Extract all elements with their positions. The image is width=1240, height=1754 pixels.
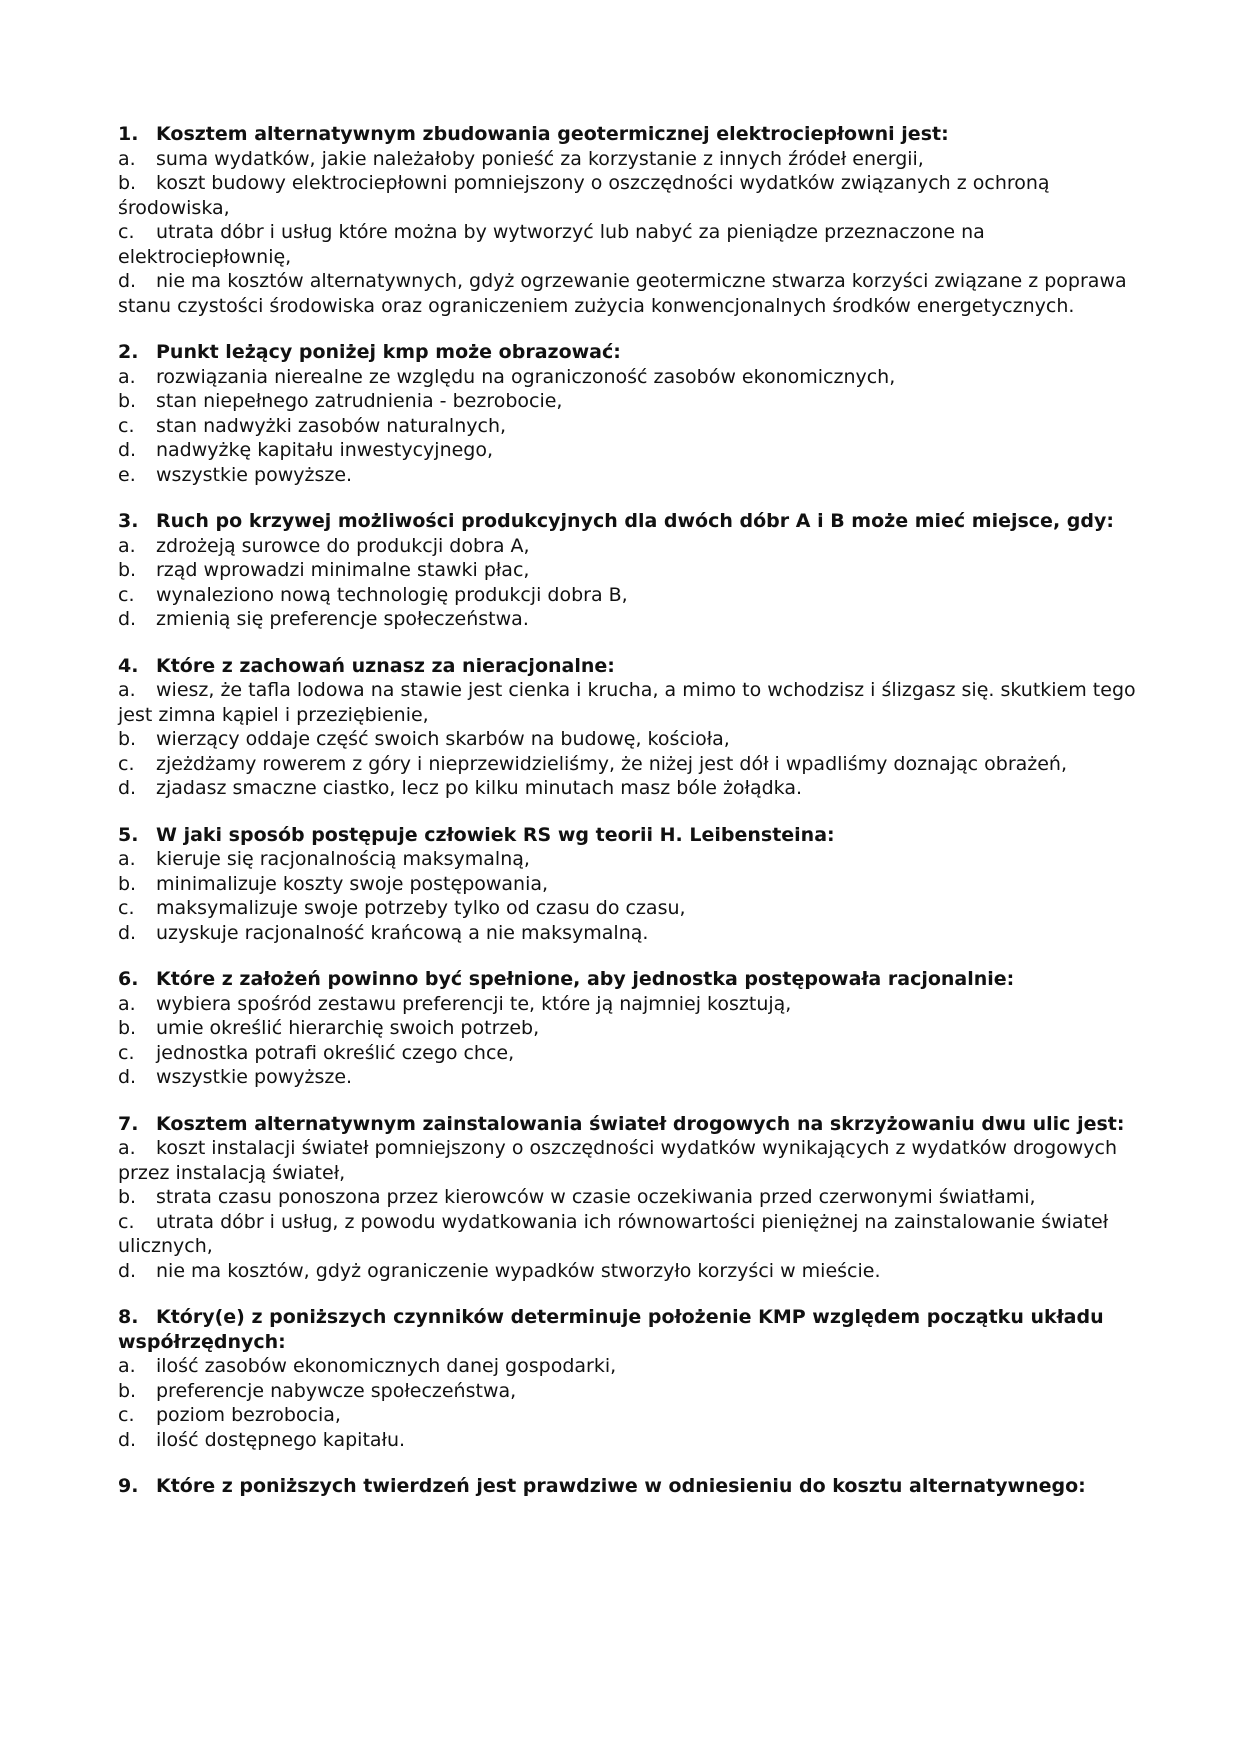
answer-text: maksymalizuje swoje potrzeby tylko od czasu do czasu,	[156, 897, 686, 919]
answer-letter: d.	[118, 1066, 137, 1088]
answer-letter: b.	[118, 872, 137, 895]
answer-text: nie ma kosztów, gdyż ograniczenie wypadków stworzyło korzyści w mieście.	[156, 1259, 881, 1282]
answer-text: rozwiązania nierealne ze względu na ograniczoność zasobów ekonomicznych,	[156, 365, 896, 388]
answer-letter: b.	[118, 1379, 137, 1402]
question-title	[118, 1112, 1140, 1137]
answer-letter: d.	[118, 439, 137, 461]
answer-option	[118, 1210, 1140, 1259]
answer-letter: a.	[118, 1355, 136, 1377]
answer-option	[118, 558, 1140, 583]
answer-letter: c.	[118, 1210, 135, 1233]
answer-text: wybiera spośród zestawu preferencji te, które ją najmniej kosztują,	[156, 992, 792, 1015]
answer-letter: a.	[118, 848, 136, 870]
answer-letter: d.	[118, 1428, 137, 1451]
answer-text: uzyskuje racjonalność krańcową a nie maksymalną.	[156, 921, 649, 944]
question-title	[118, 967, 1140, 992]
answer-option	[118, 147, 1140, 172]
answer-text: zjeżdżamy rowerem z góry i nieprzewidzieliśmy, że niżej jest dół i wpadliśmy doznając obrażeń,	[156, 752, 1068, 775]
answer-letter: a.	[118, 147, 136, 170]
answer-letter: d.	[118, 1259, 137, 1282]
answer-letter: b.	[118, 1186, 137, 1208]
answer-letter: a.	[118, 679, 136, 701]
question-title	[118, 654, 1140, 679]
answer-letter: d.	[118, 270, 137, 292]
answer-text: zmienią się preferencje społeczeństwa.	[156, 608, 529, 630]
question-4	[118, 654, 1140, 801]
answer-option	[118, 752, 1140, 777]
answer-text: preferencje nabywcze społeczeństwa,	[156, 1379, 517, 1402]
answer-option	[118, 1379, 1140, 1404]
answer-text: minimalizuje koszty swoje postępowania,	[156, 872, 549, 895]
answer-letter: c.	[118, 752, 135, 775]
question-text: Kosztem alternatywnym zbudowania geotermicznej elektrociepłowni jest:	[156, 123, 949, 145]
question-text: Punkt leżący poniżej kmp może obrazować:	[156, 341, 621, 363]
answer-option	[118, 1185, 1140, 1210]
question-number: 7.	[118, 1112, 139, 1135]
answer-text: umie określić hierarchię swoich potrzeb,	[156, 1017, 540, 1039]
answer-text: wynaleziono nową technologię produkcji dobra B,	[156, 583, 628, 606]
question-6	[118, 967, 1140, 1090]
question-title	[118, 340, 1140, 365]
question-number: 2.	[118, 341, 139, 363]
answer-letter: a.	[118, 534, 136, 557]
answer-text: poziom bezrobocia,	[156, 1404, 341, 1426]
question-title	[118, 1474, 1140, 1499]
answer-option	[118, 607, 1140, 632]
answer-text: ilość zasobów ekonomicznych danej gospodarki,	[156, 1355, 617, 1377]
answer-letter: c.	[118, 414, 135, 437]
question-number: 4.	[118, 654, 139, 677]
question-5	[118, 823, 1140, 946]
answer-text: suma wydatków, jakie należałoby ponieść za korzystanie z innych źródeł energii,	[156, 147, 924, 170]
answer-option	[118, 1259, 1140, 1284]
answer-text: wszystkie powyższe.	[156, 463, 353, 486]
answer-letter: a.	[118, 992, 136, 1015]
answer-letter: c.	[118, 1041, 135, 1064]
question-text: Które z zachowań uznasz za nieracjonalne:	[156, 654, 615, 677]
answer-text: wiesz, że tafla lodowa na stawie jest cienka i krucha, a mimo to wchodzisz i ślizgasz się. skutkiem tego jest zimna kąpiel i przeziębienie,	[118, 679, 1136, 726]
document-page	[118, 122, 1140, 1521]
answer-text: stan niepełnego zatrudnienia - bezrobocie,	[156, 390, 563, 412]
answer-option	[118, 171, 1140, 220]
answer-option	[118, 727, 1140, 752]
answer-option	[118, 1403, 1140, 1428]
answer-option	[118, 992, 1140, 1017]
answer-option	[118, 438, 1140, 463]
answer-letter: d.	[118, 608, 137, 630]
question-text: Które z założeń powinno być spełnione, aby jednostka postępowała racjonalnie:	[156, 968, 1015, 990]
answer-letter: e.	[118, 463, 136, 486]
answer-option	[118, 1041, 1140, 1066]
answer-text: wszystkie powyższe.	[156, 1066, 353, 1088]
answer-letter: b.	[118, 390, 137, 412]
question-9	[118, 1474, 1140, 1499]
question-number: 9.	[118, 1475, 139, 1497]
answer-option	[118, 269, 1140, 318]
answer-text: koszt budowy elektrociepłowni pomniejszony o oszczędności wydatków związanych z ochroną środowiska,	[118, 172, 1050, 219]
question-title	[118, 823, 1140, 848]
answer-text: kieruje się racjonalnością maksymalną,	[156, 848, 530, 870]
answer-letter: a.	[118, 1137, 136, 1159]
answer-option	[118, 463, 1140, 488]
answer-option	[118, 220, 1140, 269]
question-7	[118, 1112, 1140, 1284]
answer-text: zdrożeją surowce do produkcji dobra A,	[156, 534, 530, 557]
question-text: Kosztem alternatywnym zainstalowania świateł drogowych na skrzyżowaniu dwu ulic jest:	[156, 1112, 1125, 1135]
answer-letter: b.	[118, 1017, 137, 1039]
answer-text: rząd wprowadzi minimalne stawki płac,	[156, 559, 530, 581]
answer-option	[118, 896, 1140, 921]
answer-letter: a.	[118, 365, 136, 388]
answer-letter: c.	[118, 583, 135, 606]
answer-text: nie ma kosztów alternatywnych, gdyż ogrzewanie geotermiczne stwarza korzyści związane z poprawa stanu czystości środowiska oraz ograniczeniem zużycia konwencjonalnych środków energetycznych.	[118, 270, 1127, 317]
answer-option	[118, 678, 1140, 727]
answer-option	[118, 365, 1140, 390]
answer-text: wierzący oddaje część swoich skarbów na budowę, kościoła,	[156, 728, 730, 750]
answer-text: nadwyżkę kapitału inwestycyjnego,	[156, 439, 494, 461]
answer-letter: c.	[118, 897, 135, 919]
question-1	[118, 122, 1140, 318]
answer-option	[118, 872, 1140, 897]
answer-option	[118, 776, 1140, 801]
answer-text: jednostka potrafi określić czego chce,	[156, 1041, 515, 1064]
answer-text: ilość dostępnego kapitału.	[156, 1428, 406, 1451]
answer-text: zjadasz smaczne ciastko, lecz po kilku minutach masz bóle żołądka.	[156, 777, 803, 799]
answer-option	[118, 1065, 1140, 1090]
question-text: Który(e) z poniższych czynników determinuje położenie KMP względem początku układu współrzędnych:	[118, 1306, 1104, 1353]
answer-text: utrata dóbr i usług, z powodu wydatkowania ich równowartości pieniężnej na zainstalowanie świateł ulicznych,	[118, 1210, 1109, 1257]
answer-letter: b.	[118, 559, 137, 581]
answer-option	[118, 534, 1140, 559]
answer-letter: b.	[118, 728, 137, 750]
answer-text: utrata dóbr i usług które można by wytworzyć lub nabyć za pieniądze przeznaczone na elektrociepłownię,	[118, 221, 985, 268]
answer-letter: b.	[118, 172, 137, 194]
answer-option	[118, 1428, 1140, 1453]
answer-option	[118, 1136, 1140, 1185]
question-number: 3.	[118, 510, 139, 532]
answer-letter: d.	[118, 777, 137, 799]
answer-option	[118, 389, 1140, 414]
answer-letter: c.	[118, 1404, 135, 1426]
question-text: W jaki sposób postępuje człowiek RS wg teorii H. Leibensteina:	[156, 823, 835, 846]
question-title	[118, 509, 1140, 534]
question-number: 1.	[118, 123, 139, 145]
question-title	[118, 122, 1140, 147]
question-text: Ruch po krzywej możliwości produkcyjnych dla dwóch dóbr A i B może mieć miejsce, gdy:	[156, 510, 1114, 532]
answer-option	[118, 1016, 1140, 1041]
question-number: 8.	[118, 1306, 139, 1328]
question-title	[118, 1305, 1140, 1354]
question-number: 6.	[118, 968, 139, 990]
answer-letter: c.	[118, 221, 135, 243]
answer-text: stan nadwyżki zasobów naturalnych,	[156, 414, 507, 437]
answer-option	[118, 847, 1140, 872]
question-3	[118, 509, 1140, 632]
answer-text: koszt instalacji świateł pomniejszony o oszczędności wydatków wynikających z wydatków drogowych przez instalacją świateł,	[118, 1137, 1118, 1184]
answer-option	[118, 583, 1140, 608]
answer-option	[118, 1354, 1140, 1379]
answer-option	[118, 414, 1140, 439]
question-text: Które z poniższych twierdzeń jest prawdziwe w odniesieniu do kosztu alternatywnego:	[156, 1475, 1086, 1497]
question-8	[118, 1305, 1140, 1452]
answer-letter: d.	[118, 921, 137, 944]
answer-option	[118, 921, 1140, 946]
question-2	[118, 340, 1140, 487]
question-number: 5.	[118, 823, 139, 846]
answer-text: strata czasu ponoszona przez kierowców w czasie oczekiwania przed czerwonymi światłami,	[156, 1186, 1036, 1208]
